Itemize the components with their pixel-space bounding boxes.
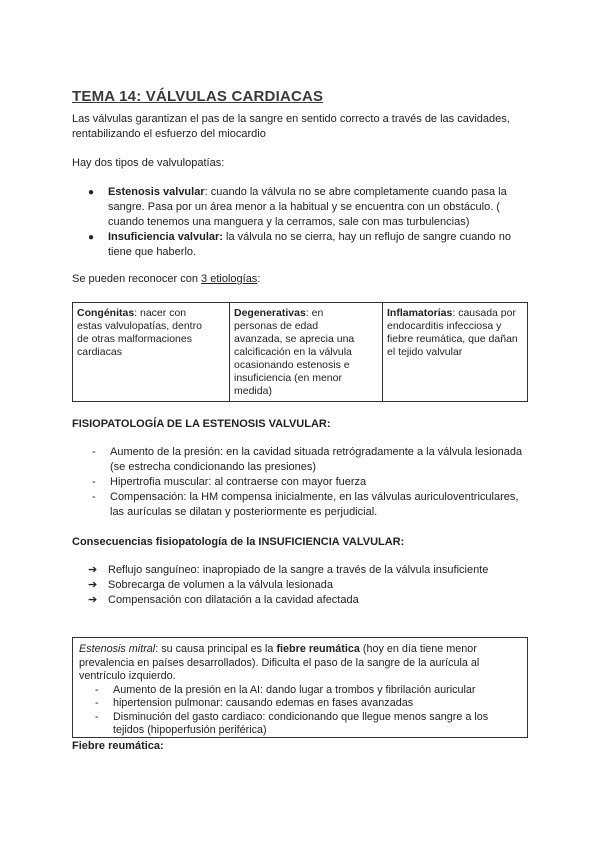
etiologias-table bbox=[72, 302, 528, 402]
list-item: - Aumento de la presión: en la cavidad situada retrógradamente a la válvula lesionada (se estrecha condicionando las presiones) bbox=[92, 446, 523, 473]
list-item: - Aumento de la presión en la AI: dando lugar a trombos y fibrilación auricular bbox=[95, 683, 476, 696]
arrow-right-icon: ➔ bbox=[88, 579, 98, 591]
list-item: ➔ Compensación con dilatación a la cavidad afectada bbox=[88, 594, 359, 606]
types-intro: Hay dos tipos de valvulopatías: bbox=[72, 157, 225, 169]
page-title: TEMA 14: VÁLVULAS CARDIACAS bbox=[72, 88, 324, 105]
list-item: ➔ Reflujo sanguíneo: inapropiado de la sangre a través de la válvula insuficiente bbox=[88, 564, 489, 576]
etiologias-intro: Se pueden reconocer con 3 etiologías: bbox=[72, 273, 261, 285]
mitral-list bbox=[79, 684, 521, 738]
table-cell: Congénitas: nacer con estas valvulopatías, dentro de otras malformaciones cardiacas bbox=[73, 303, 230, 402]
list-item-term: Insuficiencia valvular: bbox=[108, 231, 223, 243]
list-item-term: Estenosis valvular bbox=[108, 186, 205, 198]
intro-paragraph bbox=[72, 112, 542, 142]
intro-line: rentabilizando el esfuerzo del miocardio bbox=[72, 128, 266, 140]
table-row bbox=[73, 303, 528, 402]
bullet-icon: ● bbox=[88, 187, 95, 198]
section-heading: Fiebre reumática: bbox=[72, 740, 164, 752]
list-item: ● Estenosis valvular: cuando la válvula no se abre completamente cuando pasa la sangre. Pasa por un área menor a la habitual y se encuentra con un obstáculo. ( cuando tenemos una manguera y la cerramos, sale con mas turbulencias) bbox=[88, 186, 507, 228]
arrow-right-icon: ➔ bbox=[88, 594, 98, 606]
table-cell: Inflamatorias: causada por endocarditis infecciosa y fiebre reumática, que dañan el tejido valvular bbox=[383, 303, 528, 402]
list-item: ➔ Sobrecarga de volumen a la válvula lesionada bbox=[88, 579, 334, 591]
bullet-icon: ● bbox=[88, 232, 95, 243]
list-item: ● Insuficiencia valvular: la válvula no se cierra, hay un reflujo de sangre cuando no tiene que haberlo. bbox=[88, 231, 511, 258]
consecuencias-list bbox=[88, 563, 528, 608]
box-term: Estenosis mitral bbox=[79, 643, 156, 655]
intro-line: Las válvulas garantizan el pas de la sangre en sentido correcto a través de las cavidades, bbox=[72, 113, 510, 125]
etiologias-link[interactable]: 3 etiologías bbox=[201, 273, 258, 285]
section-heading: FISIOPATOLOGÍA DE LA ESTENOSIS VALVULAR: bbox=[72, 418, 331, 430]
list-item: - Disminución del gasto cardiaco: condicionando que llegue menos sangre a los tejidos (hipoperfusión periférica) bbox=[95, 710, 489, 736]
arrow-right-icon: ➔ bbox=[88, 564, 98, 576]
table-cell: Degenerativas: en personas de edad avanzada, se aprecia una calcificación en la válvula ocasionando estenosis e insuficiencia (en menor medida) bbox=[230, 303, 383, 402]
list-item: - Hipertrofia muscular: al contraerse con mayor fuerza bbox=[92, 476, 367, 488]
list-item: - hipertension pulmonar: causando edemas en fases avanzadas bbox=[95, 697, 414, 709]
estenosis-mitral-box: Estenosis mitral: su causa principal es la fiebre reumática (hoy en día tiene menor prevalencia en países desarrollados). Dificulta el paso de la sangre de la aurícula al ventrículo izquierdo. - Aumento de la presión en la AI: dando lugar a trombos y fibrilación auricular - hipertension pulmonar: causando edemas en fases avanzadas - Disminución del gasto cardiaco: condicionando que llegue menos sangre a los tejidos (hipoperfusión periférica) bbox=[72, 637, 528, 738]
fisio-list bbox=[92, 445, 532, 520]
list-item: - Compensación: la HM compensa inicialmente, en las válvulas auriculoventriculares, las aurículas se dilatan y posteriormente es perjudicial. bbox=[92, 491, 519, 518]
types-list bbox=[88, 185, 528, 260]
section-heading: Consecuencias fisiopatología de la INSUFICIENCIA VALVULAR: bbox=[72, 536, 405, 548]
